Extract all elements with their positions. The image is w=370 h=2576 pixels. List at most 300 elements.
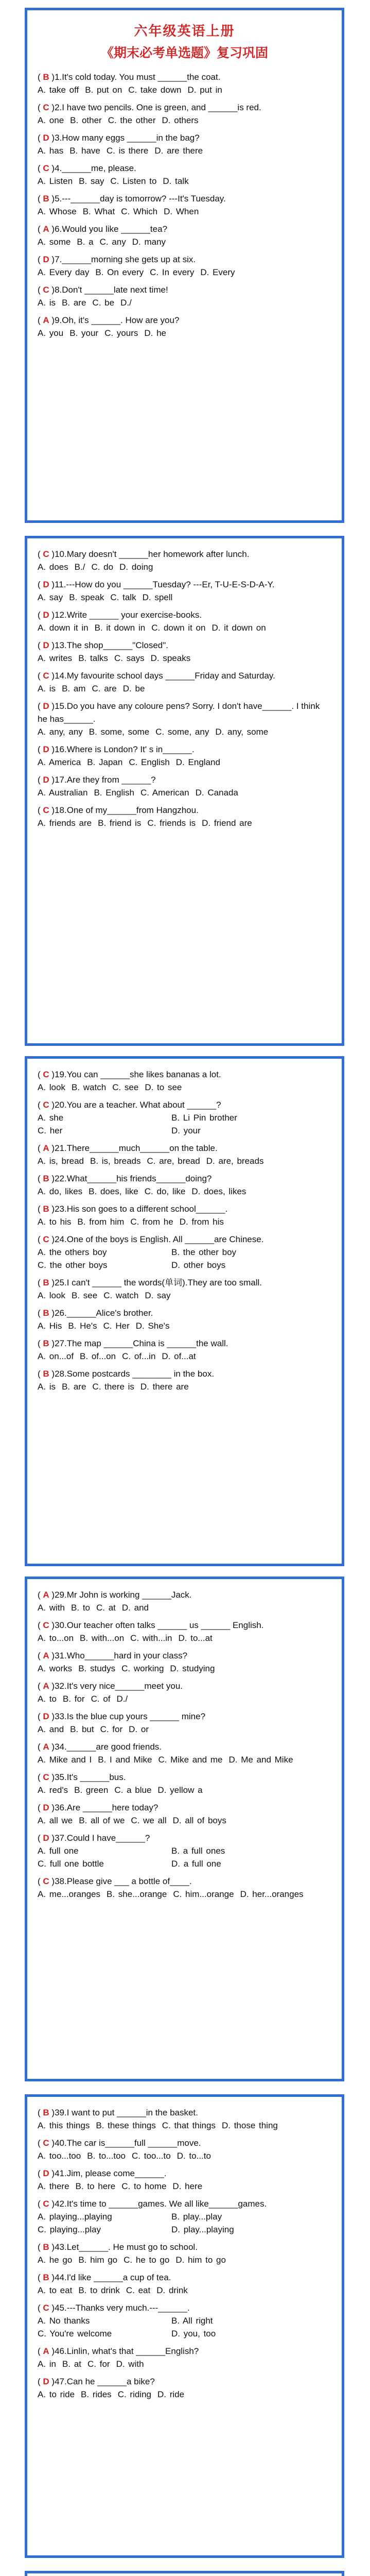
option-choice: A. down it in — [38, 623, 89, 633]
option-choice: C. eat — [126, 2285, 151, 2295]
option-choice: D. yellow a — [157, 1785, 203, 1795]
option-choice: D. all of boys — [172, 1816, 226, 1825]
question-item — [38, 131, 331, 157]
option-list — [38, 561, 331, 573]
answer-letter: A — [43, 1681, 49, 1691]
question-text: 28.Some postcards ________ in the box. — [55, 1369, 215, 1379]
option-choice: B. have — [69, 146, 100, 156]
option-list — [38, 2358, 331, 2370]
question-item — [38, 1771, 331, 1797]
question-text: 21.There______much______on the table. — [55, 1143, 218, 1153]
question-item — [38, 2375, 331, 2401]
answer-letter: B — [43, 1204, 49, 1214]
question-stem: ( A )34.______are good friends. — [38, 1742, 162, 1752]
question-item — [38, 2197, 331, 2236]
option-choice: C. at — [96, 1603, 116, 1613]
option-choice: B. green — [74, 1785, 109, 1795]
option-list — [38, 2314, 331, 2340]
question-stem: ( C )14.My favourite school days ______Friday and Saturday. — [38, 671, 275, 681]
option-choice: B. put on — [85, 85, 122, 95]
option-choice: A. she — [38, 1113, 64, 1123]
option-choice: D. studying — [170, 1664, 215, 1673]
question-text: 40.The car is______full ______move. — [55, 2138, 201, 2148]
option-choice: A. any, any — [38, 727, 83, 737]
question-item — [38, 1276, 331, 1302]
option-list — [38, 1844, 331, 1870]
option-choice: C. riding — [117, 2389, 151, 2399]
option-choice: A. is — [38, 684, 56, 693]
option-list — [38, 1632, 331, 1645]
answer-letter: C — [43, 549, 49, 559]
option-choice: B. speak — [69, 592, 104, 602]
option-choice: A. on...of — [38, 1351, 74, 1361]
question-text: 34.______are good friends. — [55, 1742, 162, 1752]
option-choice: D. your — [171, 1126, 201, 1136]
question-stem: ( C )42.It's time to ______games. We all like______games. — [38, 2199, 267, 2209]
option-list — [38, 144, 331, 157]
option-choice: C. Her — [103, 1321, 130, 1331]
answer-letter: C — [43, 2199, 49, 2209]
option-choice: D. he — [144, 328, 166, 338]
question-stem: ( A )9.Oh, it's ______. How are you? — [38, 315, 180, 325]
question-text: 24.One of the boys is English. All ______are Chinese. — [55, 1234, 264, 1244]
option-choice: D. any, some — [215, 727, 269, 737]
option-choice: B. the other boy — [171, 1247, 237, 1257]
question-stem: ( B )39.I want to put ______in the basket. — [38, 2108, 198, 2117]
answer-letter: B — [43, 2273, 49, 2282]
option-list — [38, 1319, 331, 1332]
question-item — [38, 608, 331, 634]
answer-letter: C — [43, 1234, 49, 1244]
question-stem: ( C )24.One of the boys is English. All ______are Chinese. — [38, 1234, 264, 1244]
option-choice: B. talks — [78, 653, 108, 663]
question-item — [38, 773, 331, 799]
question-card — [25, 8, 344, 523]
option-choice: A. Whose — [38, 207, 77, 216]
question-stem: ( D )15.Do you have any coloure pens? Sorry. I don't have______. I think he has______. — [38, 701, 320, 724]
question-text: 5.---______day is tomorrow? ---It's Tuesday. — [55, 194, 226, 204]
question-item — [38, 223, 331, 248]
option-choice: A. does — [38, 562, 68, 572]
question-stem: ( C )20.You are a teacher. What about ______? — [38, 1100, 221, 1110]
answer-letter: D — [43, 775, 49, 785]
option-choice: C. some, any — [155, 727, 209, 737]
question-text: 8.Don't ______late next time! — [55, 285, 168, 295]
question-stem: ( C )18.One of my______from Hangzhou. — [38, 805, 199, 815]
option-choice: D. ride — [157, 2389, 185, 2399]
option-list — [38, 591, 331, 604]
option-choice: C. English — [129, 757, 170, 767]
option-choice: C. full one bottle — [38, 1859, 104, 1869]
question-item — [38, 2301, 331, 2340]
question-stem: ( B )1.It's cold today. You must ______the coat. — [38, 72, 221, 82]
option-choice: D. him to go — [175, 2255, 226, 2265]
question-text: 42.It's time to ______games. We all like______games. — [55, 2199, 267, 2209]
option-list — [38, 652, 331, 665]
question-text: 36.Are ______here today? — [55, 1803, 158, 1812]
answer-letter: D — [43, 2168, 49, 2178]
question-item — [38, 1710, 331, 1736]
option-list — [38, 2253, 331, 2266]
option-choice: A. the others boy — [38, 1247, 107, 1257]
answer-letter: A — [43, 224, 49, 234]
option-list — [38, 1601, 331, 1614]
option-choice: B. I and Mike — [98, 1755, 152, 1765]
answer-letter: C — [43, 1772, 49, 1782]
question-text: 16.Where is London? It' s in______. — [55, 744, 195, 754]
question-stem: ( C )45.---Thanks very much.---______. — [38, 2303, 190, 2313]
option-choice: D. She's — [135, 1321, 170, 1331]
option-choice: B. other — [70, 115, 102, 125]
question-card — [25, 536, 344, 1046]
option-choice: B. studys — [78, 1664, 116, 1673]
question-stem: ( D )3.How many eggs ______in the bag? — [38, 133, 200, 143]
answer-letter: D — [43, 1711, 49, 1721]
question-item — [38, 578, 331, 604]
option-choice: D. say — [145, 1291, 171, 1300]
option-list — [38, 2149, 331, 2162]
option-choice: D. it down on — [212, 623, 266, 633]
option-choice: A. has — [38, 146, 64, 156]
option-choice: A. works — [38, 1664, 73, 1673]
question-stem: ( D )11.---How do you ______Tuesday? ---Er, T-U-E-S-D-A-Y. — [38, 580, 275, 589]
option-choice: C. there is — [92, 1382, 134, 1392]
question-item — [38, 192, 331, 218]
option-choice: C. do — [91, 562, 114, 572]
question-stem: ( B )26.______Alice's brother. — [38, 1308, 153, 1318]
question-item — [38, 314, 331, 340]
question-item — [38, 1337, 331, 1363]
question-item — [38, 1740, 331, 1766]
option-list — [38, 266, 331, 279]
option-choice: C. Listen to — [110, 176, 157, 186]
option-list — [38, 1888, 331, 1901]
option-choice: C. You're welcome — [38, 2329, 112, 2338]
option-list — [38, 2388, 331, 2401]
option-list — [38, 2119, 331, 2132]
option-choice: C. her — [38, 1126, 63, 1136]
option-choice: B. play...play — [171, 2212, 222, 2222]
question-text: 37.Could I have______? — [55, 1833, 150, 1843]
question-stem: ( D )12.Write ______ your exercise-books. — [38, 610, 202, 620]
option-choice: D. play...playing — [171, 2225, 234, 2234]
answer-letter: A — [43, 1143, 49, 1153]
question-stem: ( D )13.The shop______"Closed". — [38, 640, 169, 650]
question-text: 14.My favourite school days ______Friday and Saturday. — [55, 671, 275, 681]
question-item — [38, 1172, 331, 1198]
answer-letter: B — [43, 1338, 49, 1348]
option-choice: C. be — [92, 298, 115, 308]
page-title: 六年级英语上册 — [134, 23, 235, 39]
option-choice: D. speaks — [150, 653, 191, 663]
option-choice: B. some, some — [89, 727, 150, 737]
option-choice: A. Mike and I — [38, 1755, 92, 1765]
option-choice: D. does, likes — [191, 1187, 246, 1196]
option-choice: D. those thing — [221, 2121, 278, 2130]
option-choice: A. to his — [38, 1217, 72, 1227]
option-choice: A. is, bread — [38, 1156, 84, 1166]
option-list — [38, 327, 331, 340]
question-item — [38, 2137, 331, 2162]
option-list — [38, 817, 331, 829]
question-stem: ( C )10.Mary doesn't ______her homework after lunch. — [38, 549, 250, 559]
option-choice: B. see — [71, 1291, 98, 1300]
option-list — [38, 175, 331, 188]
page-subtitle: 《期末必考单选题》复习巩固 — [100, 46, 268, 60]
answer-letter: B — [43, 1174, 49, 1183]
option-list — [38, 235, 331, 248]
question-item — [38, 1367, 331, 1393]
question-text: 19.You can ______she likes bananas a lot. — [55, 1070, 221, 1079]
question-stem: ( C )4.______me, please. — [38, 163, 136, 173]
answer-letter: A — [43, 2346, 49, 2356]
option-choice: D. friend are — [202, 818, 252, 828]
answer-letter: D — [43, 701, 49, 711]
question-stem: ( B )23.His son goes to a different school______. — [38, 1204, 228, 1214]
option-choice: B. she...orange — [107, 1889, 167, 1899]
question-text: 26.______Alice's brother. — [55, 1308, 153, 1318]
question-stem: ( D )47.Can he ______a bike? — [38, 2377, 155, 2386]
option-choice: D. you, too — [171, 2329, 216, 2338]
option-choice: D. talk — [163, 176, 189, 186]
option-choice: C. take down — [128, 85, 182, 95]
option-choice: A. with — [38, 1603, 65, 1613]
option-choice: A. to eat — [38, 2285, 73, 2295]
question-item — [38, 1142, 331, 1167]
option-list — [38, 756, 331, 769]
question-text: 10.Mary doesn't ______her homework after lunch. — [55, 549, 250, 559]
answer-letter: B — [43, 1369, 49, 1379]
question-card — [25, 2571, 344, 2576]
option-choice: B. from him — [77, 1217, 125, 1227]
question-item — [38, 1801, 331, 1827]
option-choice: D. there are — [140, 1382, 189, 1392]
question-item — [38, 2345, 331, 2370]
option-choice: D. drink — [156, 2285, 188, 2295]
option-list — [38, 83, 331, 96]
answer-letter: B — [43, 1278, 49, 1287]
option-choice: B./ — [74, 562, 85, 572]
question-item — [38, 71, 331, 96]
option-choice: D. be — [122, 684, 145, 693]
option-choice: B. these things — [96, 2121, 156, 2130]
question-text: 23.His son goes to a different school______. — [55, 1204, 228, 1214]
option-choice: C. him...orange — [173, 1889, 234, 1899]
option-choice: A. this things — [38, 2121, 90, 2130]
option-choice: A. do, likes — [38, 1187, 83, 1196]
option-choice: B. What — [82, 207, 115, 216]
question-item — [38, 101, 331, 127]
question-stem: ( D )33.Is the blue cup yours ______ mine? — [38, 1711, 206, 1721]
option-list — [38, 621, 331, 634]
option-choice: B. a full ones — [171, 1846, 225, 1856]
option-list — [38, 2180, 331, 2193]
option-list — [38, 2284, 331, 2297]
question-item — [38, 2167, 331, 2193]
option-choice: A. playing...playing — [38, 2212, 112, 2222]
option-choice: D. and — [121, 1603, 149, 1613]
option-choice: C. down it on — [151, 623, 206, 633]
option-choice: B. it down in — [94, 623, 146, 633]
option-choice: D. Every — [200, 267, 235, 277]
option-list — [38, 725, 331, 738]
option-choice: B. him go — [78, 2255, 118, 2265]
option-list — [38, 1753, 331, 1766]
question-text: 44.I'd like ______a cup of tea. — [55, 2273, 171, 2282]
question-item — [38, 1068, 331, 1094]
question-text: 41.Jim, please come______. — [55, 2168, 167, 2178]
answer-letter: C — [43, 1876, 49, 1886]
question-item — [38, 1619, 331, 1645]
option-choice: C. watch — [103, 1291, 139, 1300]
question-item — [38, 1307, 331, 1332]
option-choice: C. we all — [131, 1816, 167, 1825]
option-choice: C. too...to — [132, 2151, 171, 2161]
option-choice: B. all of we — [79, 1816, 125, 1825]
option-choice: D. to...to — [177, 2151, 211, 2161]
option-choice: B. Japan — [87, 757, 123, 767]
option-choice: A. take off — [38, 85, 79, 95]
option-choice: A. look — [38, 1082, 65, 1092]
answer-letter: C — [43, 671, 49, 681]
option-choice: A. to — [38, 1694, 57, 1704]
option-list — [38, 1215, 331, 1228]
option-choice: A. you — [38, 328, 64, 338]
option-list — [38, 1350, 331, 1363]
answer-letter: D — [43, 1833, 49, 1843]
option-choice: C. do, like — [144, 1187, 186, 1196]
answer-letter: D — [43, 255, 49, 264]
option-choice: C. he to go — [124, 2255, 170, 2265]
question-stem: ( A )29.Mr John is working ______Jack. — [38, 1590, 192, 1600]
option-choice: C. talk — [110, 592, 136, 602]
option-choice: C. any — [99, 237, 126, 247]
option-choice: D. are there — [154, 146, 203, 156]
question-item — [38, 548, 331, 573]
option-list — [38, 114, 331, 127]
option-choice: A. to...on — [38, 1633, 74, 1643]
answer-letter: A — [43, 1742, 49, 1752]
question-stem: ( B )25.I can't ______ the words(单词).They are too small. — [38, 1278, 262, 1287]
question-card — [25, 2094, 344, 2558]
option-choice: C. Which — [121, 207, 158, 216]
question-stem: ( A )32.It's very nice______meet you. — [38, 1681, 183, 1691]
question-stem: ( B )22.What______his friends______doing? — [38, 1174, 212, 1183]
question-stem: ( D )7.______morning she gets up at six. — [38, 255, 196, 264]
option-choice: C. are, bread — [147, 1156, 200, 1166]
option-choice: A. all we — [38, 1816, 73, 1825]
option-choice: D. here — [172, 2181, 203, 2191]
question-stem: ( C )38.Please give ___ a bottle of____. — [38, 1876, 192, 1886]
answer-letter: A — [43, 1590, 49, 1600]
question-text: 32.It's very nice______meet you. — [55, 1681, 183, 1691]
option-choice: A. Every day — [38, 267, 90, 277]
question-item — [38, 804, 331, 829]
option-list — [38, 1814, 331, 1827]
question-item — [38, 2106, 331, 2132]
option-choice: B. but — [70, 1724, 94, 1734]
option-choice: D. others — [162, 115, 199, 125]
option-choice: C. are — [92, 684, 117, 693]
question-stem: ( B )5.---______day is tomorrow? ---It's Tuesday. — [38, 194, 226, 204]
option-choice: C. to home — [121, 2181, 167, 2191]
option-choice: D. with — [116, 2359, 144, 2369]
question-text: 39.I want to put ______in the basket. — [55, 2108, 198, 2117]
option-choice: D. England — [175, 757, 220, 767]
option-choice: D. When — [164, 207, 199, 216]
option-choice: A. one — [38, 115, 64, 125]
question-item — [38, 2241, 331, 2266]
option-choice: A. writes — [38, 653, 73, 663]
option-choice: B. say — [79, 176, 104, 186]
question-item — [38, 1098, 331, 1137]
answer-letter: D — [43, 580, 49, 589]
question-stem: ( C )40.The car is______full ______move. — [38, 2138, 201, 2148]
question-item — [38, 1875, 331, 1901]
option-choice: B. Li Pin brother — [171, 1113, 237, 1123]
question-stem: ( C )30.Our teacher often talks ______ us ______ English. — [38, 1620, 264, 1630]
question-text: 18.One of my______from Hangzhou. — [55, 805, 199, 815]
option-choice: A. is — [38, 298, 56, 308]
option-choice: C. friends is — [147, 818, 196, 828]
option-choice: B. to — [71, 1603, 90, 1613]
question-card — [25, 1577, 344, 2081]
option-choice: D. from his — [179, 1217, 224, 1227]
answer-letter: C — [43, 103, 49, 112]
option-choice: A. red's — [38, 1785, 68, 1795]
option-choice: A. say — [38, 592, 63, 602]
question-text: 27.The map ______China is ______the wall. — [55, 1338, 228, 1348]
option-choice: C. American — [140, 788, 189, 798]
question-text: 17.Are they from ______? — [55, 775, 156, 785]
answer-letter: C — [43, 285, 49, 295]
option-choice: C. Mike and me — [158, 1755, 223, 1765]
question-text: 31.Who______hard in your class? — [55, 1651, 188, 1660]
option-choice: C. for — [87, 2359, 110, 2369]
question-stem: ( C )19.You can ______she likes bananas a lot. — [38, 1070, 221, 1079]
question-text: 2.I have two pencils. One is green, and ______is red. — [55, 103, 261, 112]
option-choice: B. of...on — [80, 1351, 116, 1361]
question-stem: ( A )6.Would you like ______tea? — [38, 224, 168, 234]
answer-letter: B — [43, 2242, 49, 2252]
option-choice: B. He's — [68, 1321, 97, 1331]
option-list — [38, 1723, 331, 1736]
question-stem: ( C )8.Don't ______late next time! — [38, 285, 168, 295]
question-text: 43.Let______. He must go to school. — [55, 2242, 198, 2252]
option-choice: A. and — [38, 1724, 64, 1734]
answer-letter: D — [43, 133, 49, 143]
option-choice: C. see — [112, 1082, 139, 1092]
question-text: 29.Mr John is working ______Jack. — [55, 1590, 192, 1600]
question-item — [38, 283, 331, 309]
option-choice: C. for — [100, 1724, 123, 1734]
question-text: 3.How many eggs ______in the bag? — [55, 133, 200, 143]
question-stem: ( D )37.Could I have______? — [38, 1833, 150, 1843]
option-choice: C. from he — [130, 1217, 173, 1227]
option-choice: A. is — [38, 1382, 56, 1392]
answer-letter: C — [43, 163, 49, 173]
option-choice: D. to...at — [178, 1633, 213, 1643]
option-choice: C. the other boys — [38, 1260, 108, 1270]
option-choice: D. other boys — [171, 1260, 226, 1270]
option-choice: C. with...in — [130, 1633, 172, 1643]
question-item — [38, 162, 331, 188]
answer-letter: C — [43, 1070, 49, 1079]
option-choice: C. the other — [108, 115, 156, 125]
option-choice: B. to here — [75, 2181, 116, 2191]
question-item — [38, 1202, 331, 1228]
option-choice: B. watch — [71, 1082, 107, 1092]
